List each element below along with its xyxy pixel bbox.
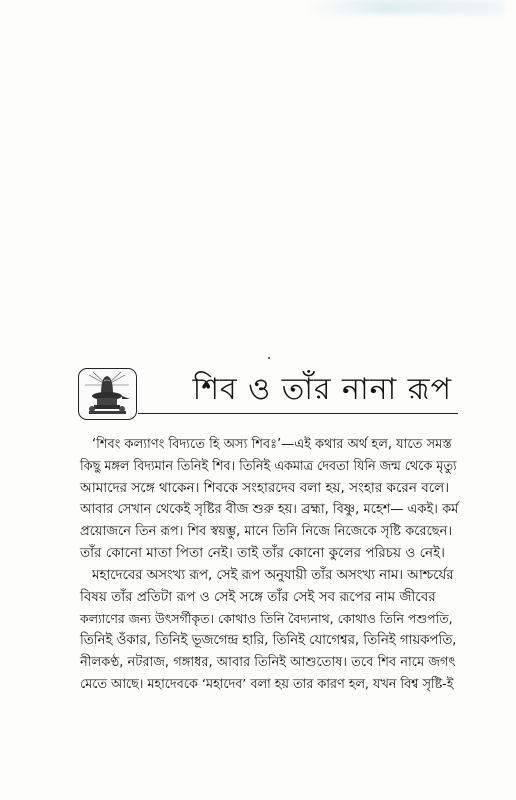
body-text: [80, 434, 458, 696]
text-line: আবার সেখান থেকেই সৃষ্টির বীজ শুরু হয়। ব্রহ্মা, বিষ্ণু, মহেশ— একই। কর্ম: [80, 502, 459, 518]
text-line: মেতে আছে। মহাদেবকে ‘মহাদেব’ বলা হয় তার কারণ হল, যখন বিশ্ব সৃষ্টি-ই: [80, 676, 454, 692]
text-line: মহাদেবের অসংখ্য রূপ, সেই রূপ অনুযায়ী তাঁর অসংখ্য নাম। আশ্চর্যের: [92, 567, 454, 583]
text-line: তিনিই ওঁকার, তিনিই ভূজগেন্দ্র হারি, তিনিই যোগেশ্বর, তিনিই গায়কপতি,: [80, 633, 457, 649]
text-line: তাঁর কোনো মাতা পিতা নেই। তাই তাঁর কোনো কুলের পরিচয় ও নেই।: [80, 544, 445, 561]
chapter-header: [78, 368, 458, 416]
text-line: আমাদের সঙ্গে থাকেন। শিবকে সংহারদেব বলা হয়, সংহার করেন বলে।: [80, 479, 450, 496]
title-underline: [138, 413, 458, 414]
text-line: ‘শিবং কল্যাণং বিদ্যতে হি অস্য শিবঃ’—এই কথার অর্থ হল, যাতে সমস্ত: [92, 437, 452, 452]
chapter-title: শিব ও তাঁর নানা রূপ: [192, 372, 452, 407]
text-line: বিষয় তাঁর প্রতিটা রূপ ও সেই সঙ্গে তাঁর সেই সব রূপের নাম জীবের: [80, 588, 436, 605]
shiva-lingam-icon: [78, 368, 137, 420]
text-line: কল্যাণের জন্য উৎসর্গীকৃত। কোথাও তিনি বৈদ্যনাথ, কোথাও তিনি পশুপতি,: [80, 611, 453, 627]
text-line: কিছু মঙ্গল বিদ্যমান তিনিই শিব। তিনিই একমাত্র দেবতা যিনি জন্ম থেকে মৃত্যু: [80, 458, 457, 474]
text-line: নীলকণ্ঠ, নটরাজ, গঙ্গাধর, আবার তিনিই আশুতোষ। তবে শিব নামে জগৎ: [80, 654, 456, 670]
ink-speck: [268, 357, 270, 359]
text-line: প্রয়োজনে তিন রূপ। শিব স্বয়ম্ভু, মানে তিনি নিজে নিজেকে সৃষ্টি করেছেন।: [80, 524, 453, 540]
scan-edge-smudge: [305, 0, 505, 14]
